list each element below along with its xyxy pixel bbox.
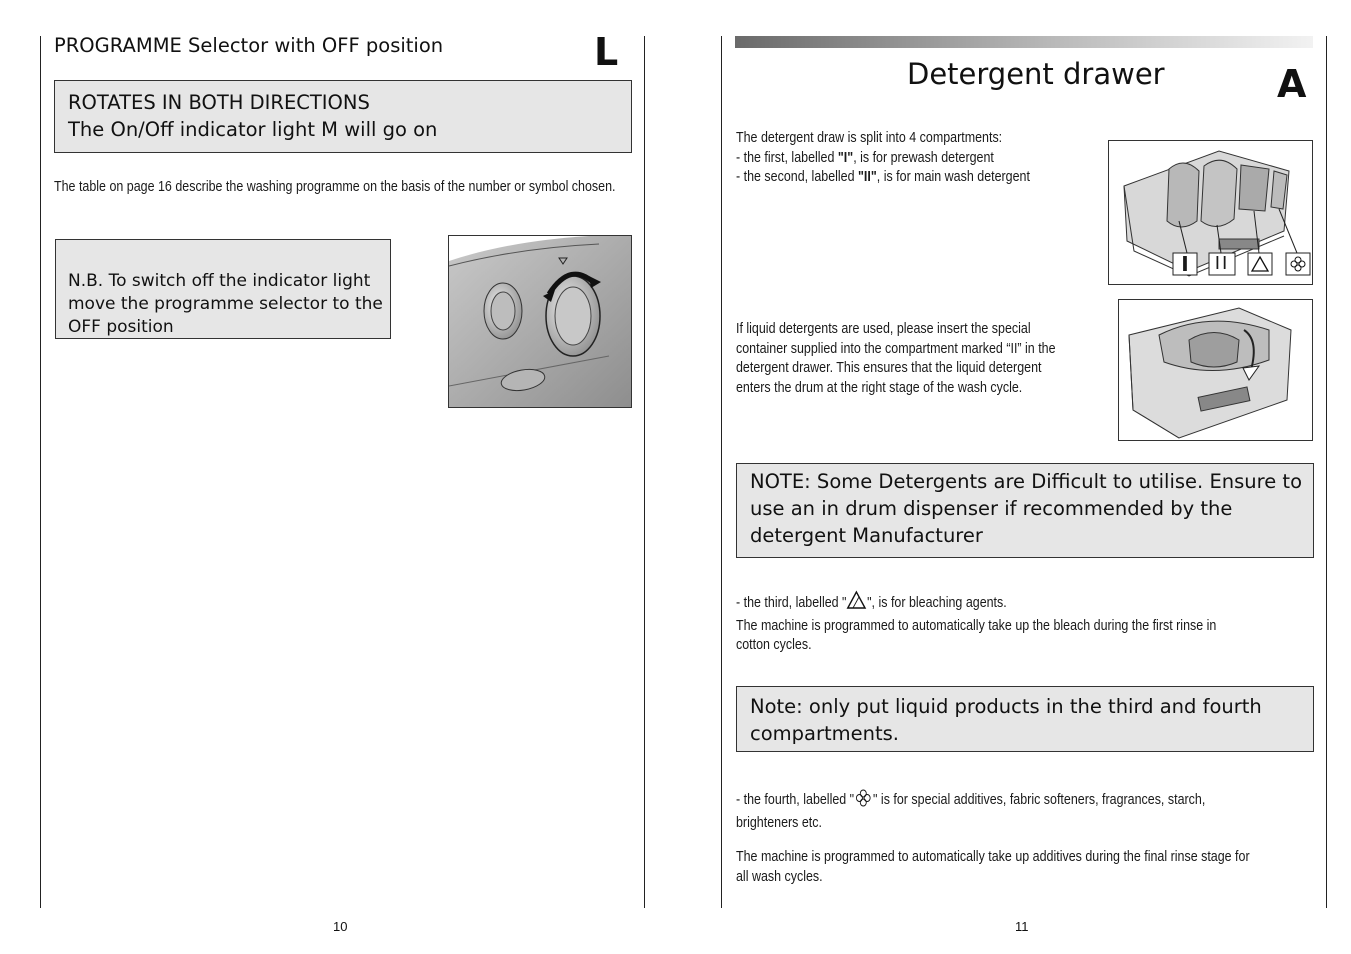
- liquid-line1: If liquid detergents are used, please insert the special: [736, 321, 1031, 337]
- final-line2: all wash cycles.: [736, 868, 823, 885]
- rotates-line1: ROTATES IN BOTH DIRECTIONS: [68, 91, 370, 114]
- third-pre: - the third, labelled ": [736, 595, 847, 611]
- liquid-detergent-paragraph: [736, 320, 1114, 398]
- left-page-number: 10: [333, 919, 348, 934]
- fourth-post: " is for special additives, fabric softeners, fragrances, starch,: [873, 792, 1206, 808]
- intro-line3-pre: - the second, labelled: [736, 169, 859, 185]
- intro-line2-pre: - the first, labelled: [736, 149, 838, 166]
- left-page-right-rule: [644, 36, 645, 908]
- nb-line2: move the programme selector to the: [68, 294, 383, 314]
- label-second: "II": [858, 169, 877, 185]
- section-letter-l: L: [594, 30, 619, 74]
- liquid-line2: container supplied into the compartment marked “II” in the: [736, 340, 1056, 357]
- third-post: ", is for bleaching agents.: [867, 595, 1007, 611]
- rotates-box: [54, 80, 632, 153]
- final-rinse-paragraph: [736, 848, 1321, 887]
- note-line3: detergent Manufacturer: [750, 524, 983, 547]
- detergent-drawer-illustration: [1108, 140, 1313, 285]
- drawer-label-first: I: [1181, 252, 1189, 276]
- right-page-right-rule: [1326, 36, 1327, 908]
- left-page-left-rule: [40, 36, 41, 908]
- rotates-line2: The On/Off indicator light M will go on: [68, 118, 438, 141]
- liquid-line3: detergent drawer. This ensures that the liquid detergent: [736, 360, 1042, 376]
- note2-line2: compartments.: [750, 722, 899, 745]
- compartments-intro: [736, 129, 1097, 188]
- final-line1: The machine is programmed to automatically take up additives during the final rinse stage for: [736, 849, 1250, 865]
- title-gradient-bar: [735, 36, 1313, 48]
- nb-line3: OFF position: [68, 317, 174, 337]
- label-first: "I": [837, 149, 854, 166]
- liquid-container-illustration: [1118, 299, 1313, 441]
- intro-line2-post: , is for prewash detergent: [853, 149, 994, 166]
- intro-line3-post: , is for main wash detergent: [876, 169, 1030, 185]
- page-title: Detergent drawer: [907, 57, 1165, 91]
- programme-selector-heading: PROGRAMME Selector with OFF position: [54, 34, 444, 57]
- fourth-pre: - the fourth, labelled ": [736, 792, 855, 808]
- third-compartment-paragraph: [736, 590, 1312, 656]
- right-page-left-rule: [721, 36, 722, 908]
- fourth-compartment-paragraph: [736, 789, 1312, 833]
- fourth-line1: [736, 789, 1312, 814]
- bleach-triangle-icon: [846, 590, 867, 617]
- nb-line1: N.B. To switch off the indicator light: [68, 271, 371, 291]
- liquid-products-note: [736, 686, 1314, 752]
- selector-knob-drawing: [449, 236, 631, 407]
- table-reference-text: The table on page 16 describe the washing programme on the basis of the number or symbol chosen.: [54, 179, 616, 195]
- difficult-detergents-note: [736, 463, 1314, 558]
- intro-line3: [736, 168, 1097, 188]
- drawer-label-second: II: [1214, 253, 1230, 274]
- intro-line2: [736, 149, 1097, 169]
- note-line2: use an in drum dispenser if recommended by the: [750, 497, 1233, 520]
- section-letter-a: A: [1277, 62, 1307, 106]
- third-line1: [736, 590, 1312, 617]
- intro-line1: The detergent draw is split into 4 compartments:: [736, 130, 1003, 146]
- third-line2: The machine is programmed to automatically take up the bleach during the first rinse in: [736, 617, 1217, 634]
- nb-box: [55, 239, 391, 339]
- liquid-line4: enters the drum at the right stage of the wash cycle.: [736, 379, 1023, 396]
- fourth-line2: brighteners etc.: [736, 814, 822, 831]
- liquid-container-drawing: [1119, 300, 1312, 440]
- note2-line1: Note: only put liquid products in the third and fourth: [750, 695, 1262, 718]
- right-page-number: 11: [1015, 919, 1029, 934]
- programme-selector-illustration: [448, 235, 632, 408]
- third-line3: cotton cycles.: [736, 637, 812, 653]
- flower-softener-icon: [854, 789, 873, 814]
- note-line1: NOTE: Some Detergents are Difficult to utilise. Ensure to: [750, 470, 1303, 493]
- table-reference-paragraph: [54, 178, 628, 198]
